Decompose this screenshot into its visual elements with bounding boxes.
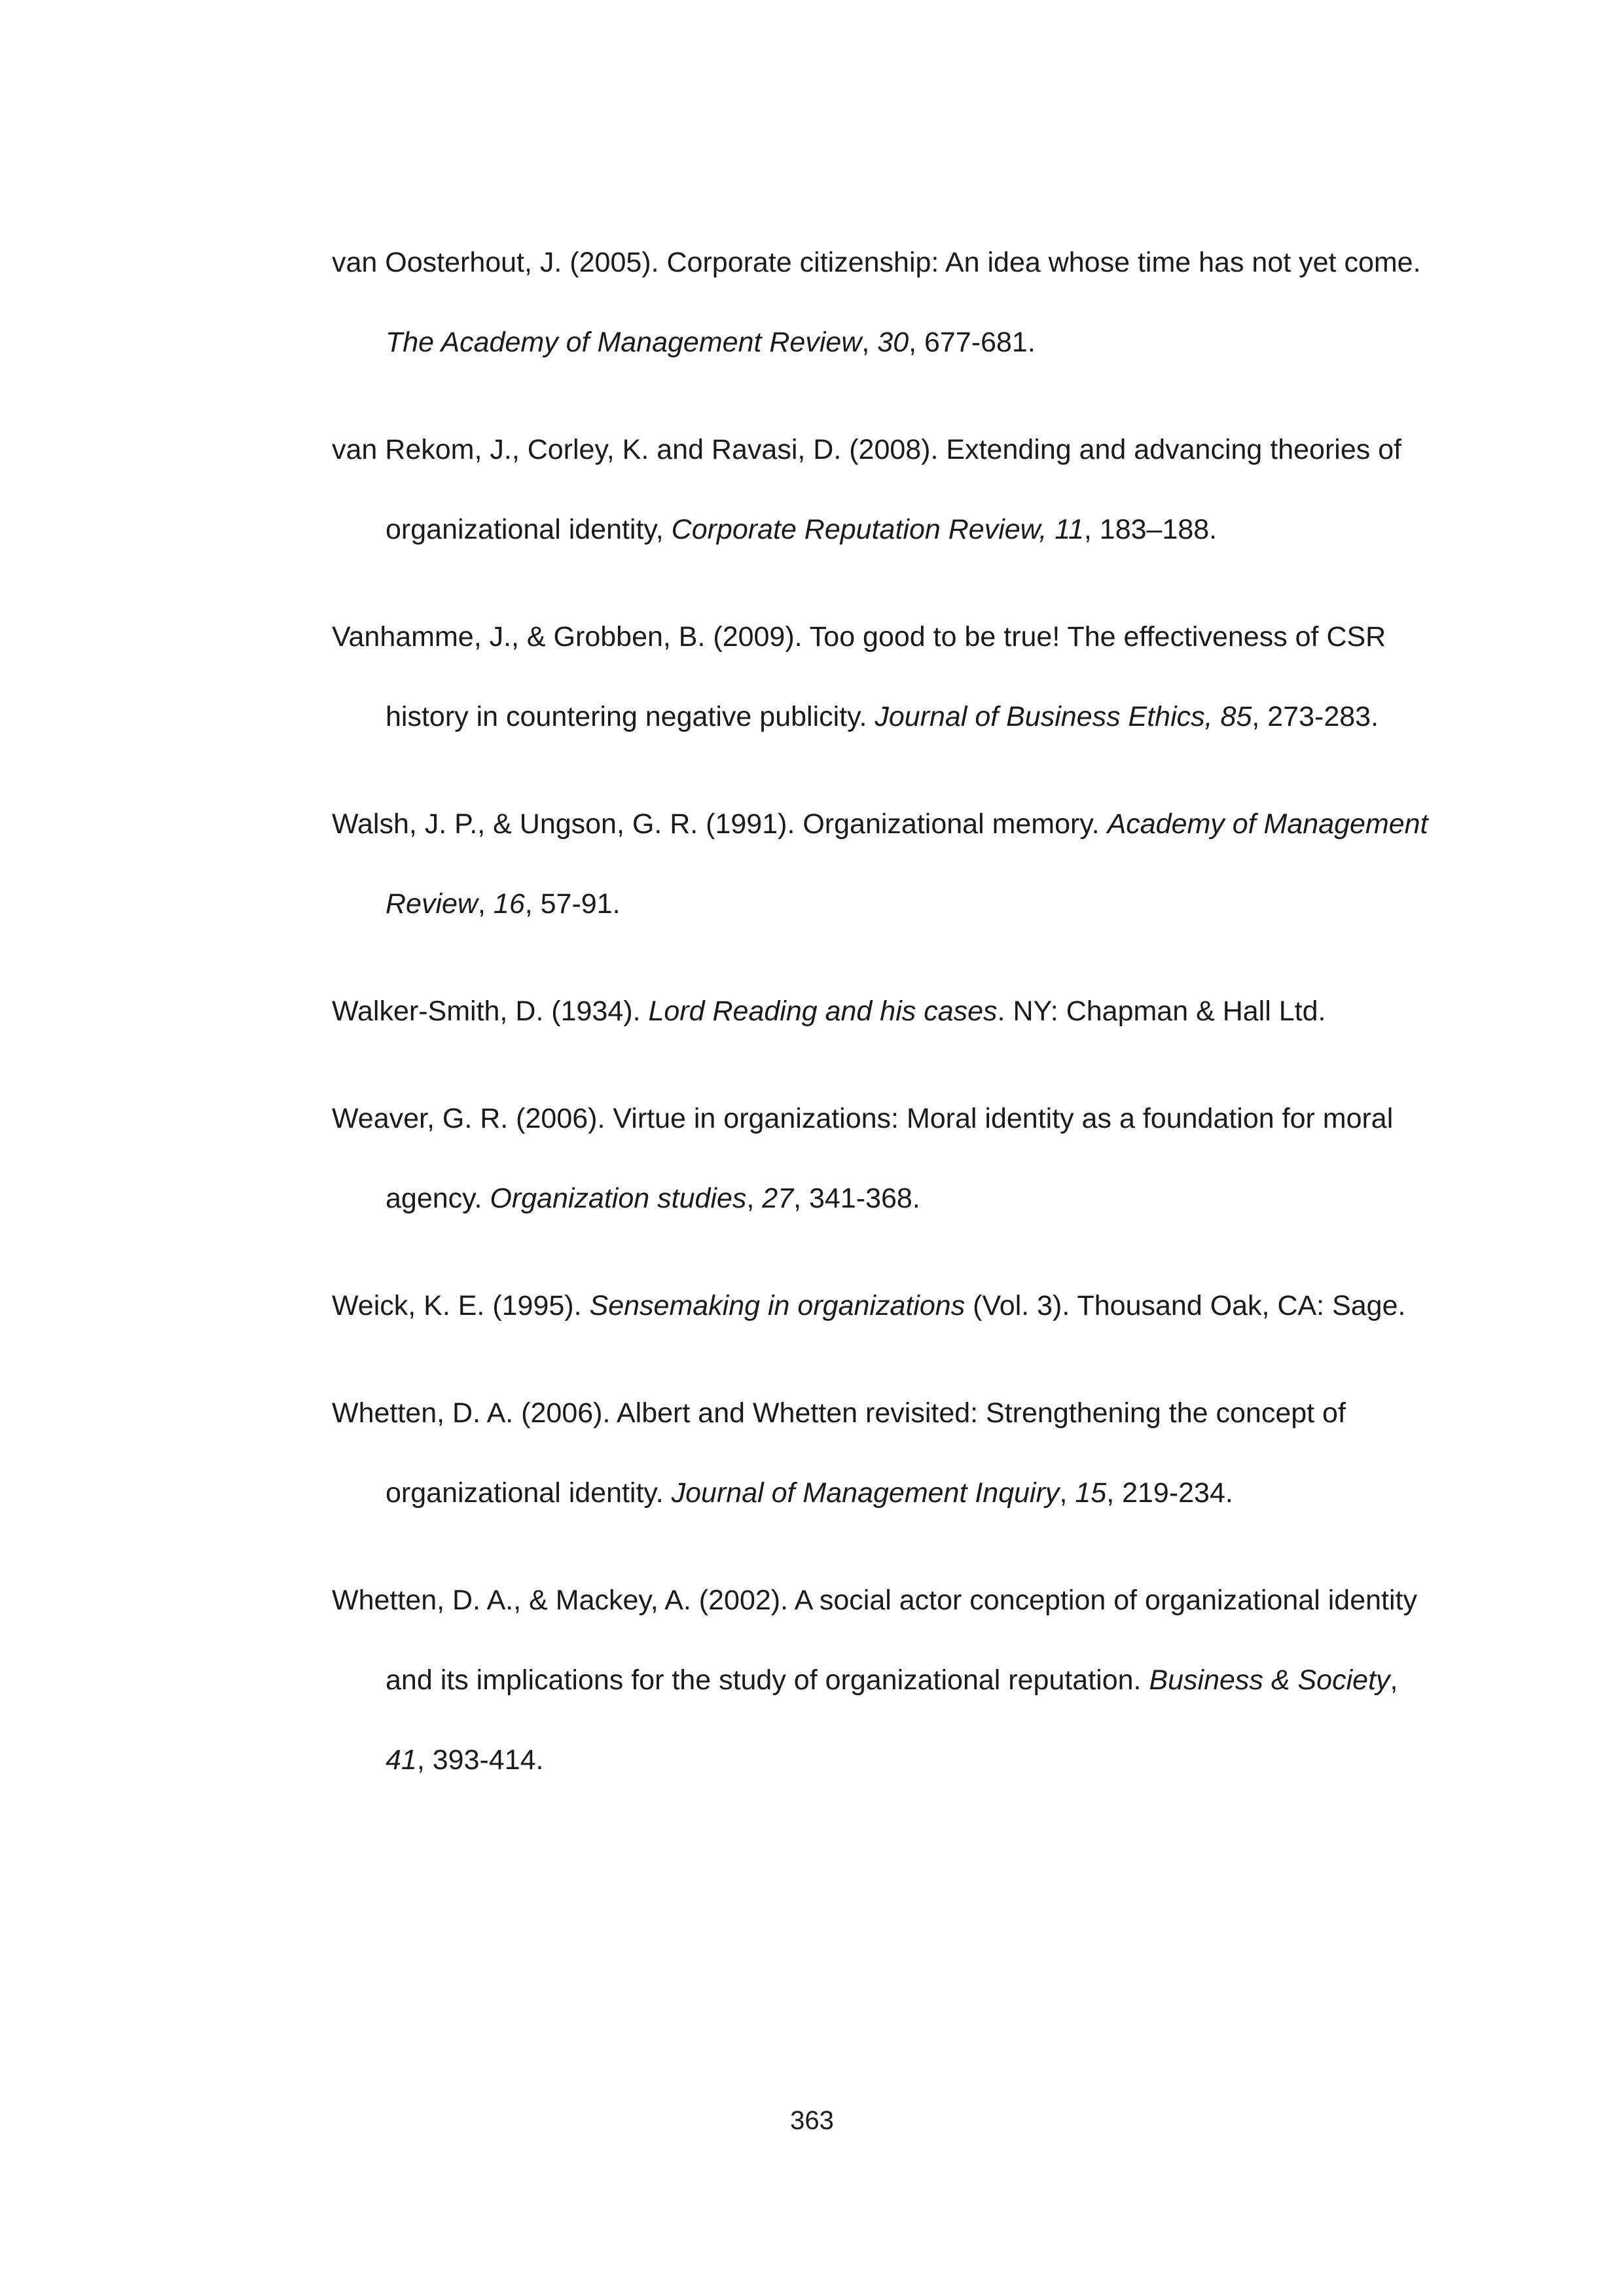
book-title: Lord Reading and his cases [648, 996, 998, 1027]
journal-title: Business & Society [1149, 1664, 1390, 1696]
page-range: , 219-234. [1106, 1477, 1233, 1509]
reference-list [332, 223, 1445, 1800]
reference-text: Weaver, G. R. (2006). Virtue in organizations: Moral identity as a foundation for moral agency. [332, 1103, 1394, 1214]
reference-text: , [1059, 1477, 1075, 1509]
page-range: , 57-91. [524, 888, 621, 920]
page-range: , 273-283. [1252, 701, 1379, 732]
reference-entry [332, 1373, 1445, 1533]
reference-entry [332, 1079, 1445, 1238]
journal-title: Organization studies [490, 1183, 747, 1214]
reference-entry [332, 1266, 1445, 1346]
reference-entry [332, 1560, 1445, 1800]
page-range: , 393-414. [416, 1744, 544, 1776]
reference-text: Whetten, D. A., & Mackey, A. (2002). A social actor conception of organizational identity and its implications for the study of organizational reputation. [332, 1585, 1417, 1696]
reference-text: van Oosterhout, J. (2005). Corporate citizenship: An idea whose time has not yet come. [332, 247, 1421, 278]
reference-entry [332, 784, 1445, 944]
reference-entry [332, 597, 1445, 757]
publisher: . NY: Chapman & Hall Ltd. [997, 996, 1326, 1027]
volume-number: 41 [386, 1744, 417, 1776]
reference-text: van Rekom, J., Corley, K. and Ravasi, D. (2008). Extending and advancing theories of organizational identity, [332, 434, 1402, 545]
volume-number: 15 [1075, 1477, 1107, 1509]
reference-text: , [746, 1183, 763, 1214]
volume-number: 30 [877, 327, 909, 358]
volume-number: 16 [493, 888, 525, 920]
reference-entry [332, 410, 1445, 569]
reference-text: , [478, 888, 494, 920]
book-title: Sensemaking in organizations [589, 1290, 965, 1321]
journal-title: Journal of Business Ethics, 85 [875, 701, 1252, 732]
reference-text: Vanhamme, J., & Grobben, B. (2009). Too good to be true! The effectiveness of CSR history in countering negative publicity. [332, 621, 1386, 732]
journal-title: The Academy of Management Review [386, 327, 862, 358]
journal-title: Journal of Management Inquiry [671, 1477, 1060, 1509]
reference-entry [332, 971, 1445, 1051]
reference-entry [332, 223, 1445, 382]
journal-title: Academy of Management Review [386, 808, 1428, 920]
reference-text: Walker-Smith, D. (1934). [332, 996, 649, 1027]
reference-text: , [861, 327, 878, 358]
journal-title: Corporate Reputation Review, 11 [671, 514, 1084, 545]
reference-text: Walsh, J. P., & Ungson, G. R. (1991). Organizational memory. [332, 808, 1108, 840]
page-range: , 677-681. [909, 327, 1036, 358]
page-number: 363 [790, 2106, 834, 2135]
publisher: (Vol. 3). Thousand Oak, CA: Sage. [965, 1290, 1406, 1321]
reference-text: Weick, K. E. (1995). [332, 1290, 590, 1321]
page-range: , 183–188. [1083, 514, 1218, 545]
reference-text: Whetten, D. A. (2006). Albert and Whetten revisited: Strengthening the concept of organizational identity. [332, 1397, 1346, 1509]
reference-text: , [1390, 1664, 1398, 1696]
page-range: , 341-368. [793, 1183, 920, 1214]
volume-number: 27 [762, 1183, 794, 1214]
